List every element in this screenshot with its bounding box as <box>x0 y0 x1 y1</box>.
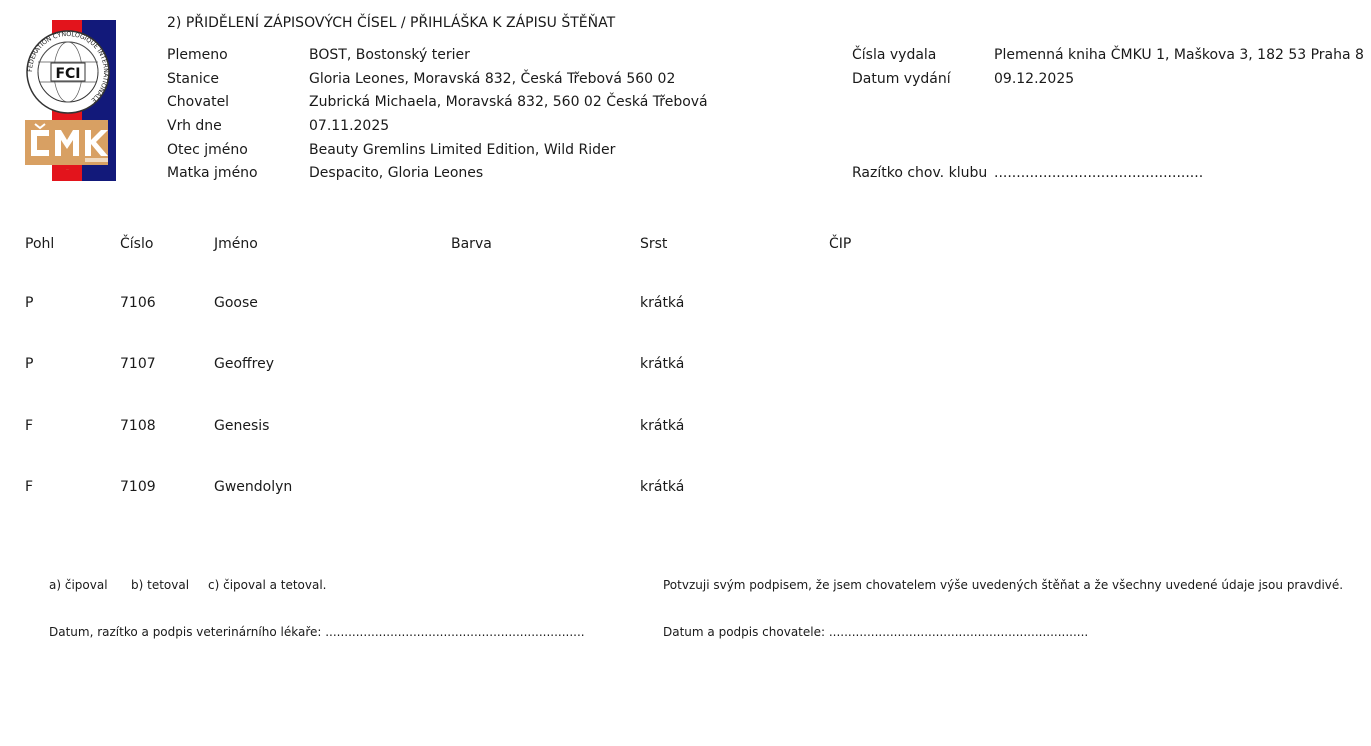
cell-cislo: 7106 <box>120 295 156 311</box>
label-matka: Matka jméno <box>167 165 258 181</box>
cell-pohl: F <box>25 418 34 434</box>
cell-cislo: 7108 <box>120 418 156 434</box>
cell-srst: krátká <box>640 356 685 372</box>
column-header-jmeno: Jméno <box>214 236 258 252</box>
option-cipoval: a) čipoval <box>49 578 108 592</box>
cell-pohl: P <box>25 356 34 372</box>
value-otec: Beauty Gremlins Limited Edition, Wild Rider <box>309 142 616 158</box>
cell-jmeno: Gwendolyn <box>214 479 293 495</box>
cell-jmeno: Geoffrey <box>214 356 275 372</box>
cmku-icon <box>25 120 108 165</box>
cell-jmeno: Genesis <box>214 418 270 434</box>
option-tetoval: b) tetoval <box>131 578 190 592</box>
fci-text: FCI <box>55 66 81 82</box>
cell-jmeno: Goose <box>214 295 258 311</box>
cell-cislo: 7107 <box>120 356 156 372</box>
cell-srst: krátká <box>640 295 685 311</box>
svg-text:ČMKU: ČMKU <box>66 170 69 171</box>
value-cisla-vydala: Plemenná kniha ČMKU 1, Maškova 3, 182 53 Praha 8 <box>994 47 1364 63</box>
value-razitko-klubu: ............................................... <box>994 165 1204 181</box>
label-razitko-klubu: Razítko chov. klubu <box>852 165 988 181</box>
label-datum-vydani: Datum vydání <box>852 71 951 87</box>
vet-signature-line: Datum, razítko a podpis veterinárního lékaře: .................................................................... <box>49 625 585 639</box>
breeder-declaration: Potvzuji svým podpisem, že jsem chovatelem výše uvedených štěňat a že všechny uvedené údaje jsou pravdivé. <box>663 578 1344 592</box>
cell-pohl: P <box>25 295 34 311</box>
value-plemeno: BOST, Bostonský terier <box>309 47 470 63</box>
label-otec: Otec jméno <box>167 142 248 158</box>
value-matka: Despacito, Gloria Leones <box>309 165 484 181</box>
column-header-cislo: Číslo <box>120 236 154 252</box>
cell-srst: krátká <box>640 479 685 495</box>
label-chovatel: Chovatel <box>167 94 230 110</box>
page-title: 2) PŘIDĚLENÍ ZÁPISOVÝCH ČÍSEL / PŘIHLÁŠKA K ZÁPISU ŠTĚŇAT <box>167 15 616 31</box>
value-vrh-dne: 07.11.2025 <box>309 118 390 134</box>
option-cipoval-a-tetoval: c) čipoval a tetoval. <box>208 578 327 592</box>
value-chovatel: Zubrická Michaela, Moravská 832, 560 02 Česká Třebová <box>309 94 708 110</box>
label-vrh-dne: Vrh dne <box>167 118 222 134</box>
value-datum-vydani: 09.12.2025 <box>994 71 1075 87</box>
value-stanice: Gloria Leones, Moravská 832, Česká Třebová 560 02 <box>309 71 676 87</box>
cell-pohl: F <box>25 479 34 495</box>
cmku-fci-logo <box>25 20 116 181</box>
label-plemeno: Plemeno <box>167 47 228 63</box>
breeder-signature-line: Datum a podpis chovatele: .................................................................... <box>663 625 1089 639</box>
label-cisla-vydala: Čísla vydala <box>852 47 937 63</box>
column-header-srst: Srst <box>640 236 668 252</box>
cell-srst: krátká <box>640 418 685 434</box>
column-header-cip: ČIP <box>829 236 852 252</box>
fci-ring-text: FEDERATION CYNOLOGIQUE INTERNATIONALE <box>26 30 110 104</box>
label-stanice: Stanice <box>167 71 220 87</box>
cell-cislo: 7109 <box>120 479 156 495</box>
column-header-pohl: Pohl <box>25 236 55 252</box>
column-header-barva: Barva <box>451 236 492 252</box>
